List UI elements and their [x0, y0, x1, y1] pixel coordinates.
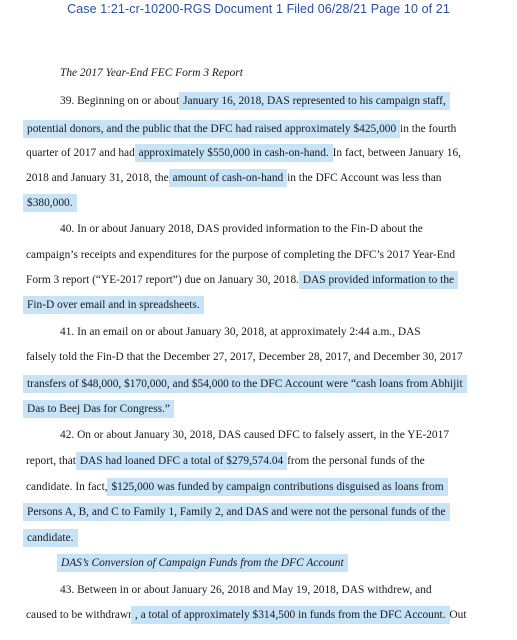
para-40-line-2	[26, 248, 455, 262]
para-41-line-2	[26, 350, 463, 364]
text-segment: falsely told the Fin-D that the December 27, 2017, December 28, 2017, and December 30, 2017	[26, 351, 463, 363]
case-header: Case 1:21-cr-10200-RGS Document 1 Filed 06/28/21 Page 10 of 21	[67, 2, 450, 16]
para-39-line-4	[26, 171, 442, 185]
para-42-line-4	[26, 505, 447, 519]
para-41-line-3	[26, 377, 464, 391]
text-segment: Out	[446, 609, 467, 621]
text-segment: The 2017 Year-End FEC Form 3 Report	[60, 67, 243, 79]
para-42-line-5	[26, 531, 75, 545]
para-42-line-1	[60, 428, 449, 442]
para-43-line-1	[60, 583, 432, 597]
para-40-line-4	[26, 298, 201, 312]
highlighted-text: amount of cash-on-hand	[172, 172, 284, 184]
highlighted-text: Das to Beej Das for Congress.”	[27, 403, 170, 415]
highlighted-text: DAS had loaned DFC a total of $279,574.04	[79, 455, 284, 467]
text-segment: In fact, between January 16,	[329, 147, 462, 159]
para-41-line-1	[60, 325, 421, 339]
text-segment: in the fourth	[397, 123, 457, 135]
text-segment: 39. Beginning on or about	[60, 95, 183, 107]
text-segment: 42. On or about January 30, 2018, DAS caused DFC to falsely assert, in the YE-2017	[60, 429, 450, 441]
text-segment: 2018 and January 31, 2018, the	[26, 172, 172, 184]
text-segment: 41. In an email on or about January 30, 2018, at approximately 2:44 a.m., DAS	[60, 326, 421, 338]
para-41-line-4	[26, 402, 171, 416]
para-39-line-3	[26, 146, 461, 160]
highlighted-text: approximately $550,000 in cash-on-hand.	[138, 147, 329, 159]
highlighted-text: DAS provided information to the	[302, 274, 455, 286]
text-segment: from the personal funds of the	[284, 455, 425, 467]
highlighted-text: $125,000 was funded by campaign contributions disguised as loans from	[111, 481, 444, 493]
text-segment: report, that	[26, 455, 79, 467]
highlighted-text: Fin-D over email and in spreadsheets.	[27, 299, 200, 311]
para-40-line-3	[26, 273, 455, 287]
text-segment: quarter of 2017 and had	[26, 147, 138, 159]
para-39-line-1	[60, 94, 447, 108]
text-segment: caused to be withdrawn	[26, 609, 134, 621]
text-segment: Form 3 report (“YE-2017 report”) due on January 30, 2018.	[26, 274, 302, 286]
para-42-line-2	[26, 454, 425, 468]
highlighted-text: , a total of approximately $314,500 in funds from the DFC Account.	[134, 609, 446, 621]
text-segment: campaign’s receipts and expenditures for the purpose of completing the DFC’s 2017 Year-End	[26, 249, 456, 261]
highlighted-text: transfers of $48,000, $170,000, and $54,000 to the DFC Account were “cash loans from Abhijit	[27, 378, 463, 390]
para-40-line-1	[60, 222, 423, 236]
text-segment: in the DFC Account was less than	[284, 172, 442, 184]
highlighted-text: Persons A, B, and C to Family 1, Family 2, and DAS and were not the personal funds of the	[27, 506, 446, 518]
text-segment: 43. Between in or about January 26, 2018 and May 19, 2018, DAS withdrew, and	[60, 584, 432, 596]
highlighted-text: $380,000.	[27, 197, 73, 209]
section-heading-fec-report	[60, 66, 243, 80]
highlighted-text: candidate.	[27, 532, 74, 544]
para-39-line-5	[26, 196, 74, 210]
highlighted-text: DAS’s Conversion of Campaign Funds from the DFC Account	[61, 557, 344, 569]
text-segment: 40. In or about January 2018, DAS provided information to the Fin-D about the	[60, 223, 423, 235]
para-43-line-2	[26, 608, 466, 622]
para-42-line-3	[26, 480, 445, 494]
para-39-line-2	[26, 122, 456, 136]
text-segment: candidate. In fact,	[26, 481, 111, 493]
section-heading-conversion	[60, 556, 345, 570]
highlighted-text: January 16, 2018, DAS represented to his campaign staff,	[183, 95, 446, 107]
highlighted-text: potential donors, and the public that the DFC had raised approximately $425,000	[27, 123, 397, 135]
